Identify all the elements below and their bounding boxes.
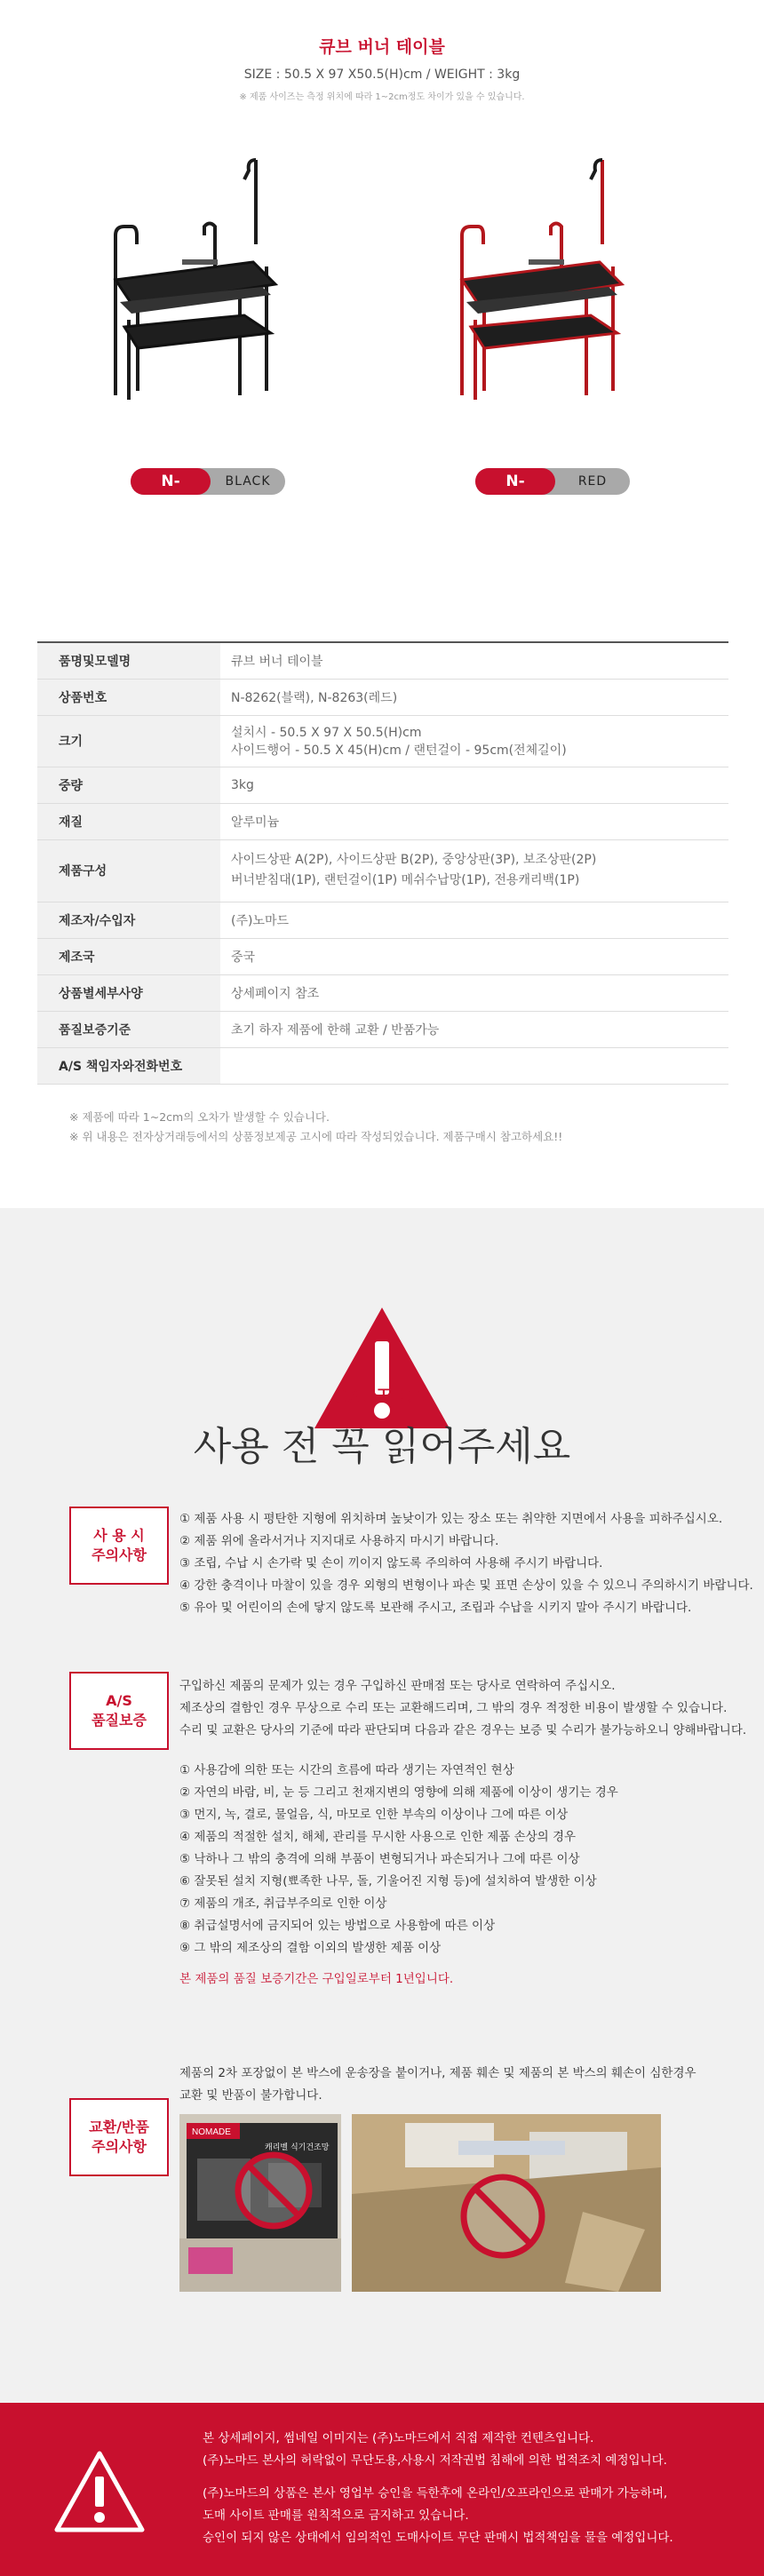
as-item: ④ 제품의 적절한 설치, 해체, 관리를 무시한 사용으로 인한 제품 손상의 경우 <box>179 1830 577 1844</box>
spec-label: 재질 <box>37 803 220 839</box>
footer-line: 본 상세페이지, 썸네일 이미지는 (주)노마드에서 직접 제작한 컨텐츠입니다. <box>203 2431 594 2445</box>
product-image-black <box>98 142 284 412</box>
usage-text <box>179 1508 753 1619</box>
footer-line: 승인이 되지 않은 상태에서 임의적인 도매사이트 무단 판매시 법적책임을 물을 예정입니다. <box>203 2531 673 2545</box>
spec-row <box>37 839 728 902</box>
spec-value: 큐브 버너 테이블 <box>220 642 728 679</box>
spec-row <box>37 938 728 974</box>
as-item: ⑦ 제품의 개조, 취급부주의로 인한 이상 <box>179 1896 387 1911</box>
spec-row <box>37 902 728 938</box>
caution-label: CAUTION <box>333 1386 431 1407</box>
footer-text <box>203 2428 673 2549</box>
footer-line: (주)노마드의 상품은 본사 영업부 승인을 득한후에 온라인/오프라인으로 판매가 가능하며, <box>203 2486 668 2500</box>
caution-section <box>0 1208 764 2403</box>
product-color: BLACK <box>225 474 271 489</box>
footer-notice <box>0 2403 764 2576</box>
spec-label: A/S 책임자와전화번호 <box>37 1047 220 1084</box>
note-line: ※ 제품에 따라 1~2cm의 오차가 발생할 수 있습니다. <box>69 1110 330 1124</box>
spec-label: 품질보증기준 <box>37 1011 220 1047</box>
as-label-box <box>69 1672 169 1750</box>
exchange-label-line: 주의사항 <box>92 2138 147 2155</box>
spec-row <box>37 803 728 839</box>
usage-label-line: 주의사항 <box>92 1546 147 1563</box>
spec-value <box>220 1047 728 1084</box>
as-label-line: 품질보증 <box>92 1712 147 1729</box>
exchange-label-line: 교환/반품 <box>89 2119 149 2135</box>
spec-label: 크기 <box>37 715 220 767</box>
spec-row <box>37 1011 728 1047</box>
product-title: 큐브 버너 테이블 <box>319 37 445 57</box>
usage-line: ⑤ 유아 및 어린이의 손에 닿지 않도록 보관해 주시고, 조립과 수납을 시키지 말아 주시기 바랍니다. <box>179 1601 692 1615</box>
usage-line: ④ 강한 충격이나 마찰이 있을 경우 외형의 변형이나 파손 및 표면 손상이 있을 수 있으니 주의하시기 바랍니다. <box>179 1578 753 1593</box>
usage-label-box <box>69 1507 169 1585</box>
spec-value: 중국 <box>220 938 728 974</box>
as-intro-line: 수리 및 교환은 당사의 기준에 따라 판단되며 다음과 같은 경우는 보증 및 수리가 불가능하오니 양해바랍니다. <box>179 1723 747 1737</box>
as-label-line: A/S <box>106 1692 132 1709</box>
spec-value <box>220 715 728 767</box>
footer-line: 도매 사이트 판매를 원칙적으로 금지하고 있습니다. <box>203 2508 469 2523</box>
exchange-text <box>179 2063 696 2107</box>
as-text <box>179 1675 746 1991</box>
spec-value: 알루미늄 <box>220 803 728 839</box>
usage-label-line: 사 용 시 <box>93 1527 145 1544</box>
spec-value <box>220 839 728 902</box>
box-photo-1 <box>179 2114 341 2292</box>
spec-value-line: 버너받침대(1P), 랜턴걸이(1P) 메쉬수납망(1P), 전용캐리백(1P) <box>231 873 580 887</box>
spec-value: 초기 하자 제품에 한해 교환 / 반품가능 <box>220 1011 728 1047</box>
usage-line: ① 제품 사용 시 평탄한 지형에 위치하며 높낮이가 있는 장소 또는 취약한 지면에서 사용을 피하주십시오. <box>179 1512 723 1526</box>
spec-value: N-8262(블랙), N-8263(레드) <box>220 679 728 715</box>
warranty-text: 본 제품의 품질 보증기간은 구입일로부터 1년입니다. <box>179 1972 454 1986</box>
footer-warning-icon <box>55 2452 144 2535</box>
caution-headline: 사용 전 꼭 읽어주세요 <box>193 1424 571 1469</box>
as-item: ⑤ 낙하나 그 밖의 충격에 의해 부품이 변형되거나 파손되거나 그에 따른 이상 <box>179 1852 580 1866</box>
spec-row <box>37 642 728 679</box>
product-info-section <box>0 0 764 1208</box>
box-brand: NOMADE <box>192 2127 231 2137</box>
exchange-label-box <box>69 2098 169 2176</box>
spec-value-line: 사이드행어 - 50.5 X 45(H)cm / 랜턴걸이 - 95cm(전체길이) <box>231 743 567 758</box>
product-size: SIZE : 50.5 X 97 X50.5(H)cm / WEIGHT : 3kg <box>243 68 521 82</box>
spec-label: 상품별세부사양 <box>37 974 220 1011</box>
spec-label: 품명및모델명 <box>37 642 220 679</box>
as-intro-line: 구입하신 제품의 문제가 있는 경우 구입하신 판매점 또는 당사로 연락하여 주십시오. <box>179 1679 616 1693</box>
as-item: ③ 먼지, 녹, 결로, 물얼음, 식, 마모로 인한 부속의 이상이나 그에 따른 이상 <box>179 1808 569 1822</box>
footer-line: (주)노마드 본사의 허락없이 무단도용,사용시 저작권법 침해에 의한 법적조치 예정입니다. <box>203 2453 667 2468</box>
product-code: N-8263 <box>475 468 555 495</box>
spec-label: 상품번호 <box>37 679 220 715</box>
as-item: ⑧ 취급설명서에 금지되어 있는 방법으로 사용함에 따른 이상 <box>179 1919 496 1933</box>
box-photo-2 <box>352 2114 661 2292</box>
spec-table <box>37 641 728 1085</box>
usage-line: ② 제품 위에 올라서거나 지지대로 사용하지 마시기 바랍니다. <box>179 1534 499 1548</box>
size-note: ※ 제품 사이즈는 측정 위치에 따라 1~2cm정도 차이가 있을 수 있습니다. <box>239 92 525 102</box>
box-caption: 캐리벨 식기건조망 <box>265 2143 330 2152</box>
spec-value: 상세페이지 참조 <box>220 974 728 1011</box>
spec-row <box>37 715 728 767</box>
as-item: ② 자연의 바람, 비, 눈 등 그리고 천재지변의 영향에 의해 제품에 이상이 생기는 경우 <box>179 1785 618 1800</box>
note-line: ※ 위 내용은 전자상거래등에서의 상품정보제공 고시에 따라 작성되었습니다. 제품구매시 참고하세요!! <box>69 1130 563 1143</box>
as-intro-line: 제조상의 결함인 경우 무상으로 수리 또는 교환해드리며, 그 밖의 경우 적정한 비용이 발생할 수 있습니다. <box>179 1701 728 1715</box>
spec-notes <box>69 1108 562 1147</box>
exchange-line: 제품의 2차 포장없이 본 박스에 운송장을 붙이거나, 제품 훼손 및 제품의 본 박스의 훼손이 심한경우 <box>179 2066 696 2080</box>
as-item: ① 사용감에 의한 또는 시간의 흐름에 따라 생기는 자연적인 현상 <box>179 1763 514 1777</box>
product-code: N-8262 <box>131 468 211 495</box>
spec-label: 중량 <box>37 767 220 803</box>
spec-value: 3kg <box>220 767 728 803</box>
product-badge-black <box>131 468 285 517</box>
as-item: ⑨ 그 밖의 제조상의 결함 이외의 발생한 제품 이상 <box>179 1941 442 1955</box>
spec-row <box>37 679 728 715</box>
usage-line: ③ 조립, 수납 시 손가락 및 손이 끼이지 않도록 주의하여 사용해 주시기 바랍니다. <box>179 1556 603 1570</box>
spec-label: 제조자/수입자 <box>37 902 220 938</box>
spec-value: (주)노마드 <box>220 902 728 938</box>
product-color: RED <box>577 474 608 489</box>
product-badge-red <box>475 468 630 517</box>
product-image-red <box>444 142 631 412</box>
as-item: ⑥ 잘못된 설치 지형(뾰족한 나무, 돌, 기울어진 지형 등)에 설치하여 발생한 이상 <box>179 1874 597 1888</box>
spec-row <box>37 767 728 803</box>
spec-label: 제품구성 <box>37 839 220 902</box>
spec-value-line: 사이드상판 A(2P), 사이드상판 B(2P), 중앙상판(3P), 보조상판(2P) <box>231 853 597 867</box>
spec-row <box>37 1047 728 1084</box>
spec-row <box>37 974 728 1011</box>
spec-label: 제조국 <box>37 938 220 974</box>
exchange-line: 교환 및 반품이 불가합니다. <box>179 2088 322 2103</box>
spec-value-line: 설치시 - 50.5 X 97 X 50.5(H)cm <box>231 726 422 740</box>
